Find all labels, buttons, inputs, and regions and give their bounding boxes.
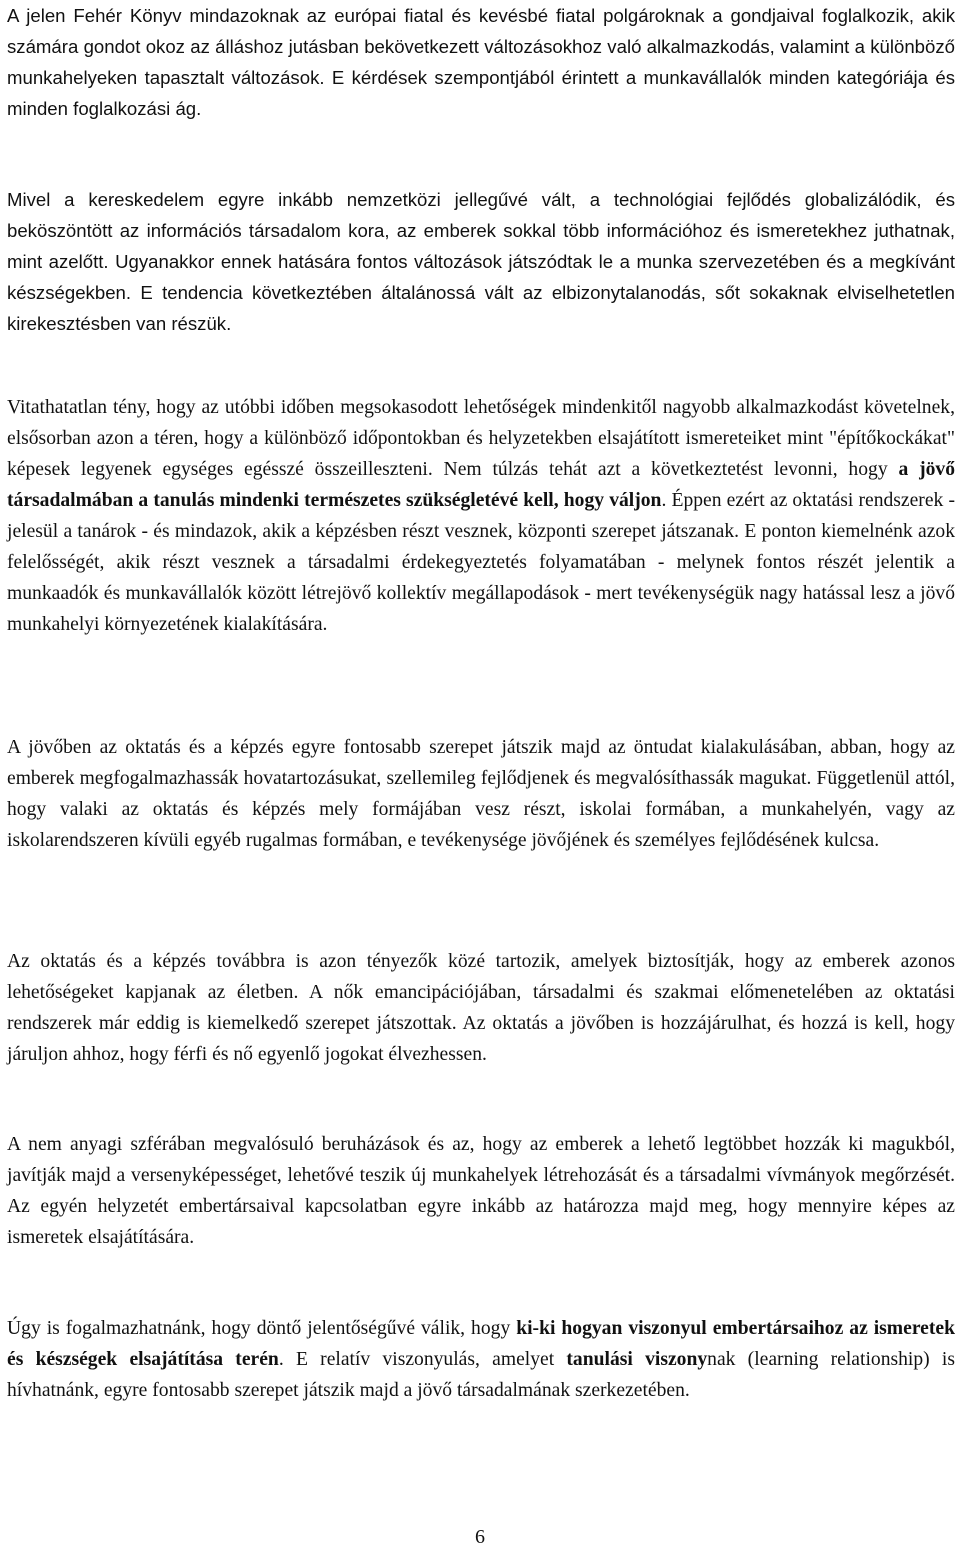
paragraph-2: Mivel a kereskedelem egyre inkább nemzetközi jellegűvé vált, a technológiai fejlődés globalizálódik, és beköszöntött az információs társadalom kora, az emberek sokkal több információhoz és ismeretekhez juthatnak, mint azelőtt. Ugyanakkor ennek hatására fontos változások játszódtak le a munka szervezetében és a megkívánt készségekben. E tendencia következtében általánossá vált az elbizonytalanodás, sőt sokaknak elviselhetetlen kirekesztésben van részük. — [7, 189, 955, 334]
paragraph-7 — [7, 1313, 955, 1406]
paragraph-6: A nem anyagi szférában megvalósuló beruházások és az, hogy az emberek a lehető legtöbbet hozzák ki magukból, javítják majd a versenyképességet, lehetővé teszik új munkahelyek létrehozását és a társadalmi vívmányok megőrzését. Az egyén helyzetét embertársaival kapcsolatban egyre inkább az határozza majd meg, hogy mennyire képes az ismeretek elsajátítására. — [7, 1134, 955, 1248]
paragraph-3-bold-statement: a jövő társadalmában a tanulás mindenki természetes szükségletévé kell, hogy váljon — [7, 459, 955, 511]
paragraph-7-bold-statement: ki-ki hogyan viszonyul embertársaihoz az ismeretek és készségek elsajátítása terén — [7, 1318, 955, 1370]
paragraph-3-text-before: Vitathatatlan tény, hogy az utóbbi időben megsokasodott lehetőségek mindenkitől nagyobb alkalmazkodást követelnek, elsősorban azon a téren, hogy a különböző időpontokban és helyzetekben elsajátított ismereteiket mint "építőkockákat" képesek legyenek egységes egésszé összeilleszteni. Nem túlzás tehát azt a következtetést levonni, hogy — [7, 397, 955, 480]
paragraph-7-text-before: Úgy is fogalmazhatnánk, hogy döntő jelentőségűvé válik, hogy — [7, 1318, 517, 1339]
paragraph-1: A jelen Fehér Könyv mindazoknak az európai fiatal és kevésbé fiatal polgároknak a gondjaival foglalkozik, akik számára gondot okoz az álláshoz jutásban bekövetkezett változásokhoz való alkalmazkodás, valamint a különböző munkahelyeken tapasztalt változások. E kérdések szempontjából érintett a munkavállalók minden kategóriája és minden foglalkozási ág. — [7, 5, 955, 119]
paragraph-7-text-middle: . E relatív viszonyulás, amelyet — [278, 1349, 567, 1370]
paragraph-3 — [7, 392, 955, 640]
page-number: 6 — [475, 1526, 485, 1548]
paragraph-7-text-after: nak (learning relationship) is hívhatnánk, egyre fontosabb szerepet játszik majd a jövő társadalmának szerkezetében. — [7, 1349, 955, 1401]
paragraph-3-text-after: . Éppen ezért az oktatási rendszerek - jelesül a tanárok - és mindazok, akik a képzésben részt vesznek, központi szerepet játszanak. E ponton kiemelnénk azok felelősségét, akik részt vesznek a társadalmi érdekegyeztetés folyamatában - melynek fontos részét jelentik a munkaadók és munkavállalók között létrejövő kollektív megállapodások - mert tevékenységük nagy hatással lesz a jövő munkahelyi környezetének kialakítására. — [7, 490, 955, 635]
paragraph-5: Az oktatás és a képzés továbbra is azon tényezők közé tartozik, amelyek biztosítják, hogy az emberek azonos lehetőségeket kapjanak az életben. A nők emancipációjában, társadalmi és szakmai előmenetelében az oktatási rendszerek már eddig is kiemelkedő szerepet játszottak. Az oktatás a jövőben is hozzájárulhat, és hozzá is kell, hogy járuljon ahhoz, hogy férfi és nő egyenlő jogokat élvezhessen. — [7, 951, 955, 1065]
paragraph-7-bold-term: tanulási viszony — [566, 1349, 708, 1370]
paragraph-4: A jövőben az oktatás és a képzés egyre fontosabb szerepet játszik majd az öntudat kialakulásában, abban, hogy az emberek megfogalmazhassák hovatartozásukat, szellemileg fejlődjenek és megvalósíthassák magukat. Függetlenül attól, hogy valaki az oktatás és képzés mely formájában vesz részt, iskolai formában, a munkahelyén, vagy az iskolarendszeren kívüli egyéb rugalmas formában, e tevékenysége jövőjének és személyes fejlődésének kulcsa. — [7, 737, 955, 851]
